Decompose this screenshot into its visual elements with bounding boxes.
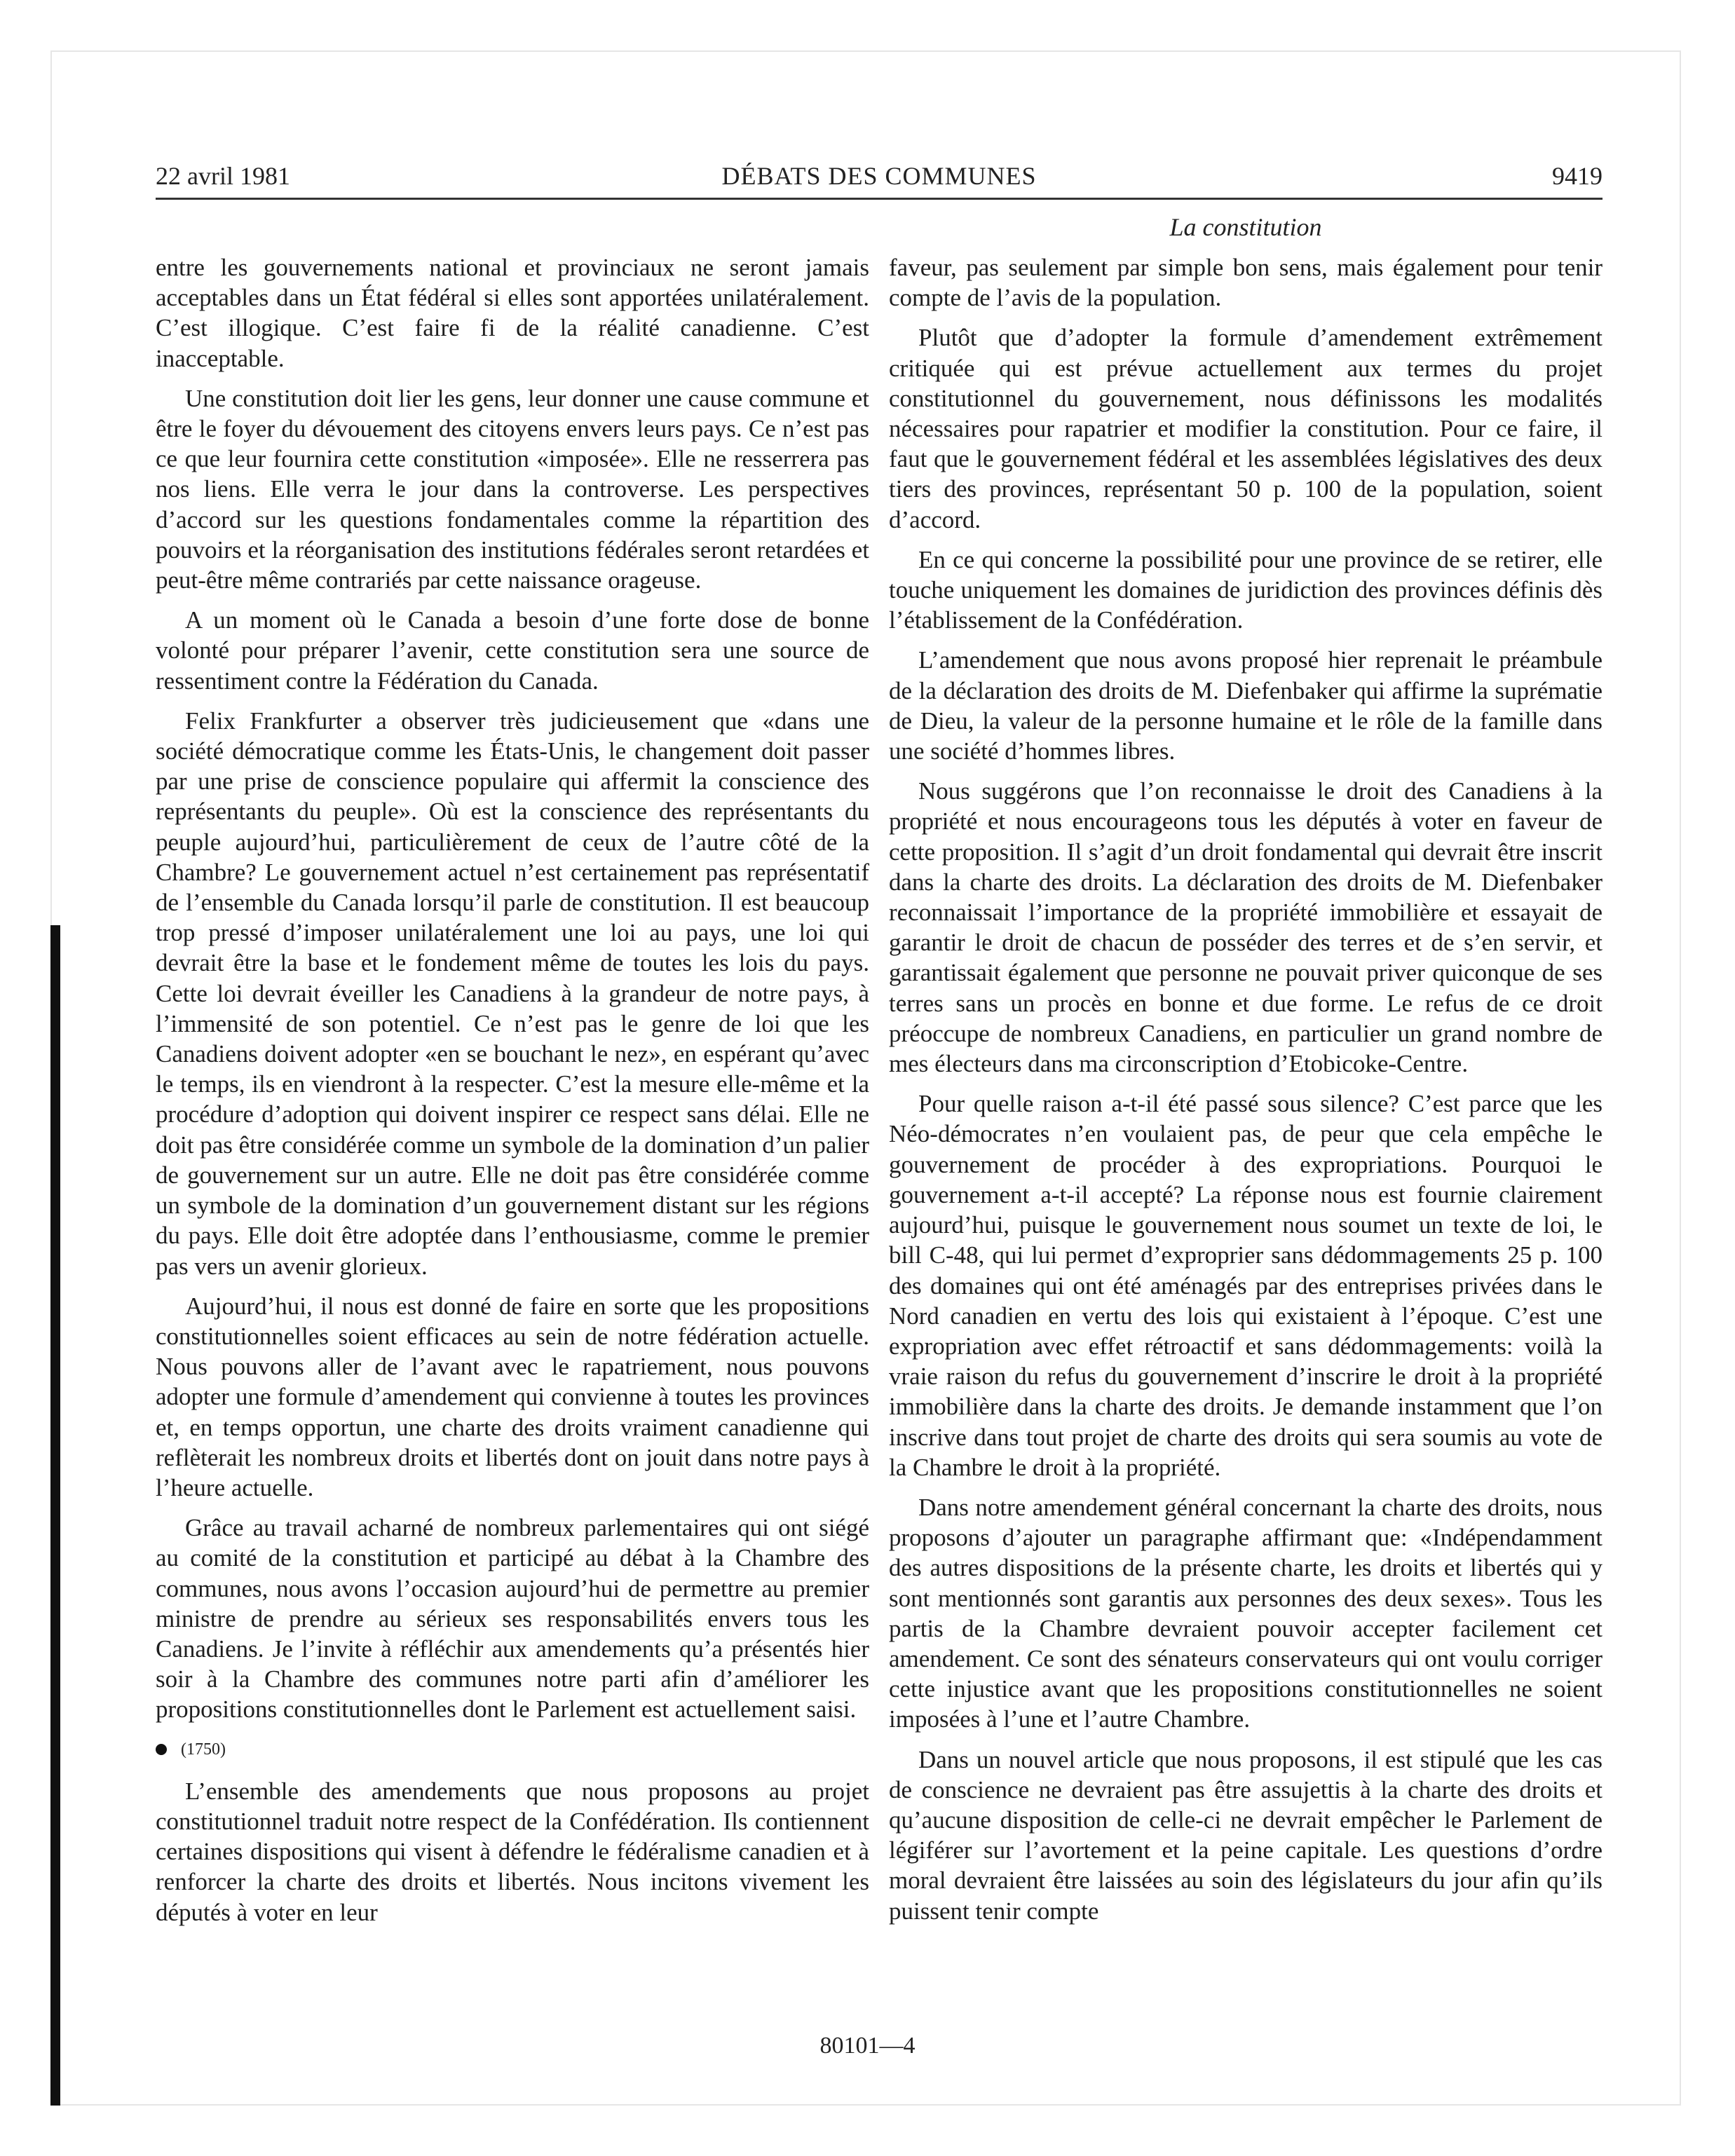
paragraph: L’ensemble des amendements que nous proposons au projet constitutionnel traduit notre respect de la Confédération. Ils contiennent certaines dispositions qui visent à défendre le fédéralisme canadien et à renforcer la charte des droits et libertés. Nous incitons vivement les députés à voter en leur (156, 1777, 869, 1926)
paragraph: Felix Frankfurter a observer très judicieusement que «dans une société démocratique comme les États-Unis, le changement doit passer par une prise de conscience populaire qui affermit la conscience des représentants du peuple». Où est la conscience des représentants du peuple aujourd’hui, particulièrement de ceux de l’autre côté de la Chambre? Le gouvernement actuel n’est certainement pas représentatif de l’ensemble du Canada lorsqu’il parle de constitution. Il est beaucoup trop pressé d’imposer unilatéralement une loi au pays, une loi qui devrait être la base et le fondement même de toutes les lois du pays. Cette loi devrait éveiller les Canadiens à la grandeur de notre pays, à l’immensité de son potentiel. Ce n’est pas le genre de loi que les Canadiens doivent adopter «en se bouchant le nez», en espérant qu’avec le temps, ils en viendront à la respecter. C’est la mesure elle-même et la procédure d’adoption qui doivent inspirer ce respect sans délai. Elle ne doit pas être considérée comme un symbole de la domination d’un palier de gouvernement sur un autre. Elle ne doit pas être considérée comme un symbole de la domination d’un gouvernement distant sur les régions du pays. Elle doit être adoptée dans l’enthousiasme, comme le premier pas vers un avenir glorieux. (156, 707, 869, 1280)
paragraph: L’amendement que nous avons proposé hier reprenait le préambule de la déclaration des droits de M. Diefenbaker qui affirme la suprématie de Dieu, la valeur de la personne humaine et le rôle de la famille dans une société d’hommes libres. (889, 646, 1603, 765)
paragraph: faveur, pas seulement par simple bon sens, mais également pour tenir compte de l’avis de la population. (889, 254, 1603, 312)
paragraph: Une constitution doit lier les gens, leur donner une cause commune et être le foyer du dévouement des citoyens envers leurs pays. Ce n’est pas ce que leur fournira cette constitution «imposée». Elle ne resserrera pas nos liens. Elle verra le jour dans la controverse. Les perspectives d’accord sur les questions fondamentales comme la répartition des pouvoirs et la réorganisation des institutions fédérales seront retardées et peut-être même contrariés par cette naissance orageuse. (156, 384, 869, 594)
paragraph: Grâce au travail acharné de nombreux parlementaires qui ont siégé au comité de la constitution et participé au débat à la Chambre des communes, nous avons l’occasion aujourd’hui de permettre au premier ministre de prendre au sérieux ses responsabilités envers tous les Canadiens. Je l’invite à réfléchir aux amendements qu’a présentés hier soir à la Chambre des communes notre parti afin d’améliorer les propositions constitutionnelles dont le Parlement est actuellement saisi. (156, 1514, 869, 1724)
paragraph: Pour quelle raison a-t-il été passé sous silence? C’est parce que les Néo-démocrates n’en voulaient pas, de peur que cela empêche le gouvernement de procéder à des expropriations. Pourquoi le gouvernement a-t-il accepté? La réponse nous est fournie clairement aujourd’hui, puisque le gouvernement nous soumet un texte de loi, le bill C-48, qui lui permet d’exproprier sans dédommagements 25 p. 100 des domaines qui ont été aménagés par des entreprises privées dans le Nord canadien en vertu des lois qui existaient à l’époque. C’est une expropriation avec effet rétroactif et sans dédommagements: voilà la vraie raison du refus du gouvernement d’inscrire le droit à la propriété immobilière dans la charte des droits. Je demande instamment que l’on inscrive dans tout projet de charte des droits qui sera soumis au vote de la Chambre le droit à la propriété. (889, 1090, 1603, 1481)
paragraph: Aujourd’hui, il nous est donné de faire en sorte que les propositions constitutionnelles soient efficaces au sein de notre fédération actuelle. Nous pouvons aller de l’avant avec le rapatriement, nous pouvons adopter une formule d’amendement qui convienne à toutes les provinces et, en temps opportun, une charte des droits vraiment canadienne qui reflèterait les nombreux droits et libertés dont on jouit dans notre pays à l’heure actuelle. (156, 1292, 869, 1501)
left-column (156, 252, 869, 1937)
paragraph: entre les gouvernements national et provinciaux ne seront jamais acceptables dans un État fédéral si elles sont apportées unilatéralement. C’est illogique. C’est faire fi de la réalité canadienne. C’est inacceptable. (156, 254, 869, 372)
page-footer-code: 80101—4 (819, 2033, 916, 2059)
paragraph: Plutôt que d’adopter la formule d’amendement extrêmement critiquée qui est prévue actuellement aux termes du projet constitutionnel du gouvernement, nous définissons les modalités nécessaires pour rapatrier et modifier la constitution. Pour ce faire, il faut que le gouvernement fédéral et les assemblées législatives des deux tiers des provinces, représentant 50 p. 100 de la population, soient d’accord. (889, 324, 1603, 533)
time-marker-label: (1750) (181, 1740, 226, 1759)
header-date: 22 avril 1981 (156, 162, 290, 190)
right-column (889, 252, 1603, 1936)
header-page-number: 9419 (1552, 162, 1603, 190)
header-divider (156, 198, 1603, 200)
paragraph: En ce qui concerne la possibilité pour une province de se retirer, elle touche uniquement les domaines de juridiction des provinces définis dès l’établissement de la Confédération. (889, 545, 1603, 634)
paragraph: A un moment où le Canada a besoin d’une forte dose de bonne volonté pour préparer l’avenir, cette constitution sera une source de ressentiment contre la Fédération du Canada. (156, 606, 869, 695)
scan-edge-shadow (50, 925, 60, 2106)
paragraph: Nous suggérons que l’on reconnaisse le droit des Canadiens à la propriété et nous encourageons tous les députés à voter en faveur de cette proposition. Il s’agit d’un droit fondamental qui devrait être inscrit dans la charte des droits. La déclaration des droits de M. Diefenbaker reconnaissait l’importance de la propriété immobilière et essayait de garantir le droit de chacun de posséder des terres et de s’en servir, et garantissait également que personne ne pouvait priver quiconque de ses terres sans un procès en bonne et due forme. Le refus de ce droit préoccupe de nombreux Canadiens, en particulier un grand nombre de mes électeurs dans ma circonscription d’Etobicoke-Centre. (889, 777, 1603, 1078)
page-header (156, 161, 1603, 198)
paragraph: Dans notre amendement général concernant la charte des droits, nous proposons d’ajouter un paragraphe affirmant que: «Indépendamment des autres dispositions de la présente charte, les droits et libertés qui y sont mentionnés sont garantis aux personnes des deux sexes». Tous les partis de la Chambre devraient pouvoir accepter facilement cet amendement. Ce sont des sénateurs conservateurs qui ont voulu corriger cette injustice avant que les propositions constitutionnelles ne soient imposées à l’une et l’autre Chambre. (889, 1493, 1603, 1733)
paragraph: Dans un nouvel article que nous proposons, il est stipulé que les cas de conscience ne devraient pas être assujettis à la charte des droits et qu’aucune disposition de celle-ci ne devrait empêcher le Parlement de légiférer sur l’avortement et la peine capitale. Les questions d’ordre moral devraient être laissées au soin des législateurs du jour afin qu’ils puissent tenir compte (889, 1745, 1603, 1925)
header-title: DÉBATS DES COMMUNES (721, 162, 1037, 190)
bullet-icon (156, 1744, 167, 1755)
section-title: La constitution (1169, 213, 1322, 241)
time-marker (156, 1735, 869, 1765)
